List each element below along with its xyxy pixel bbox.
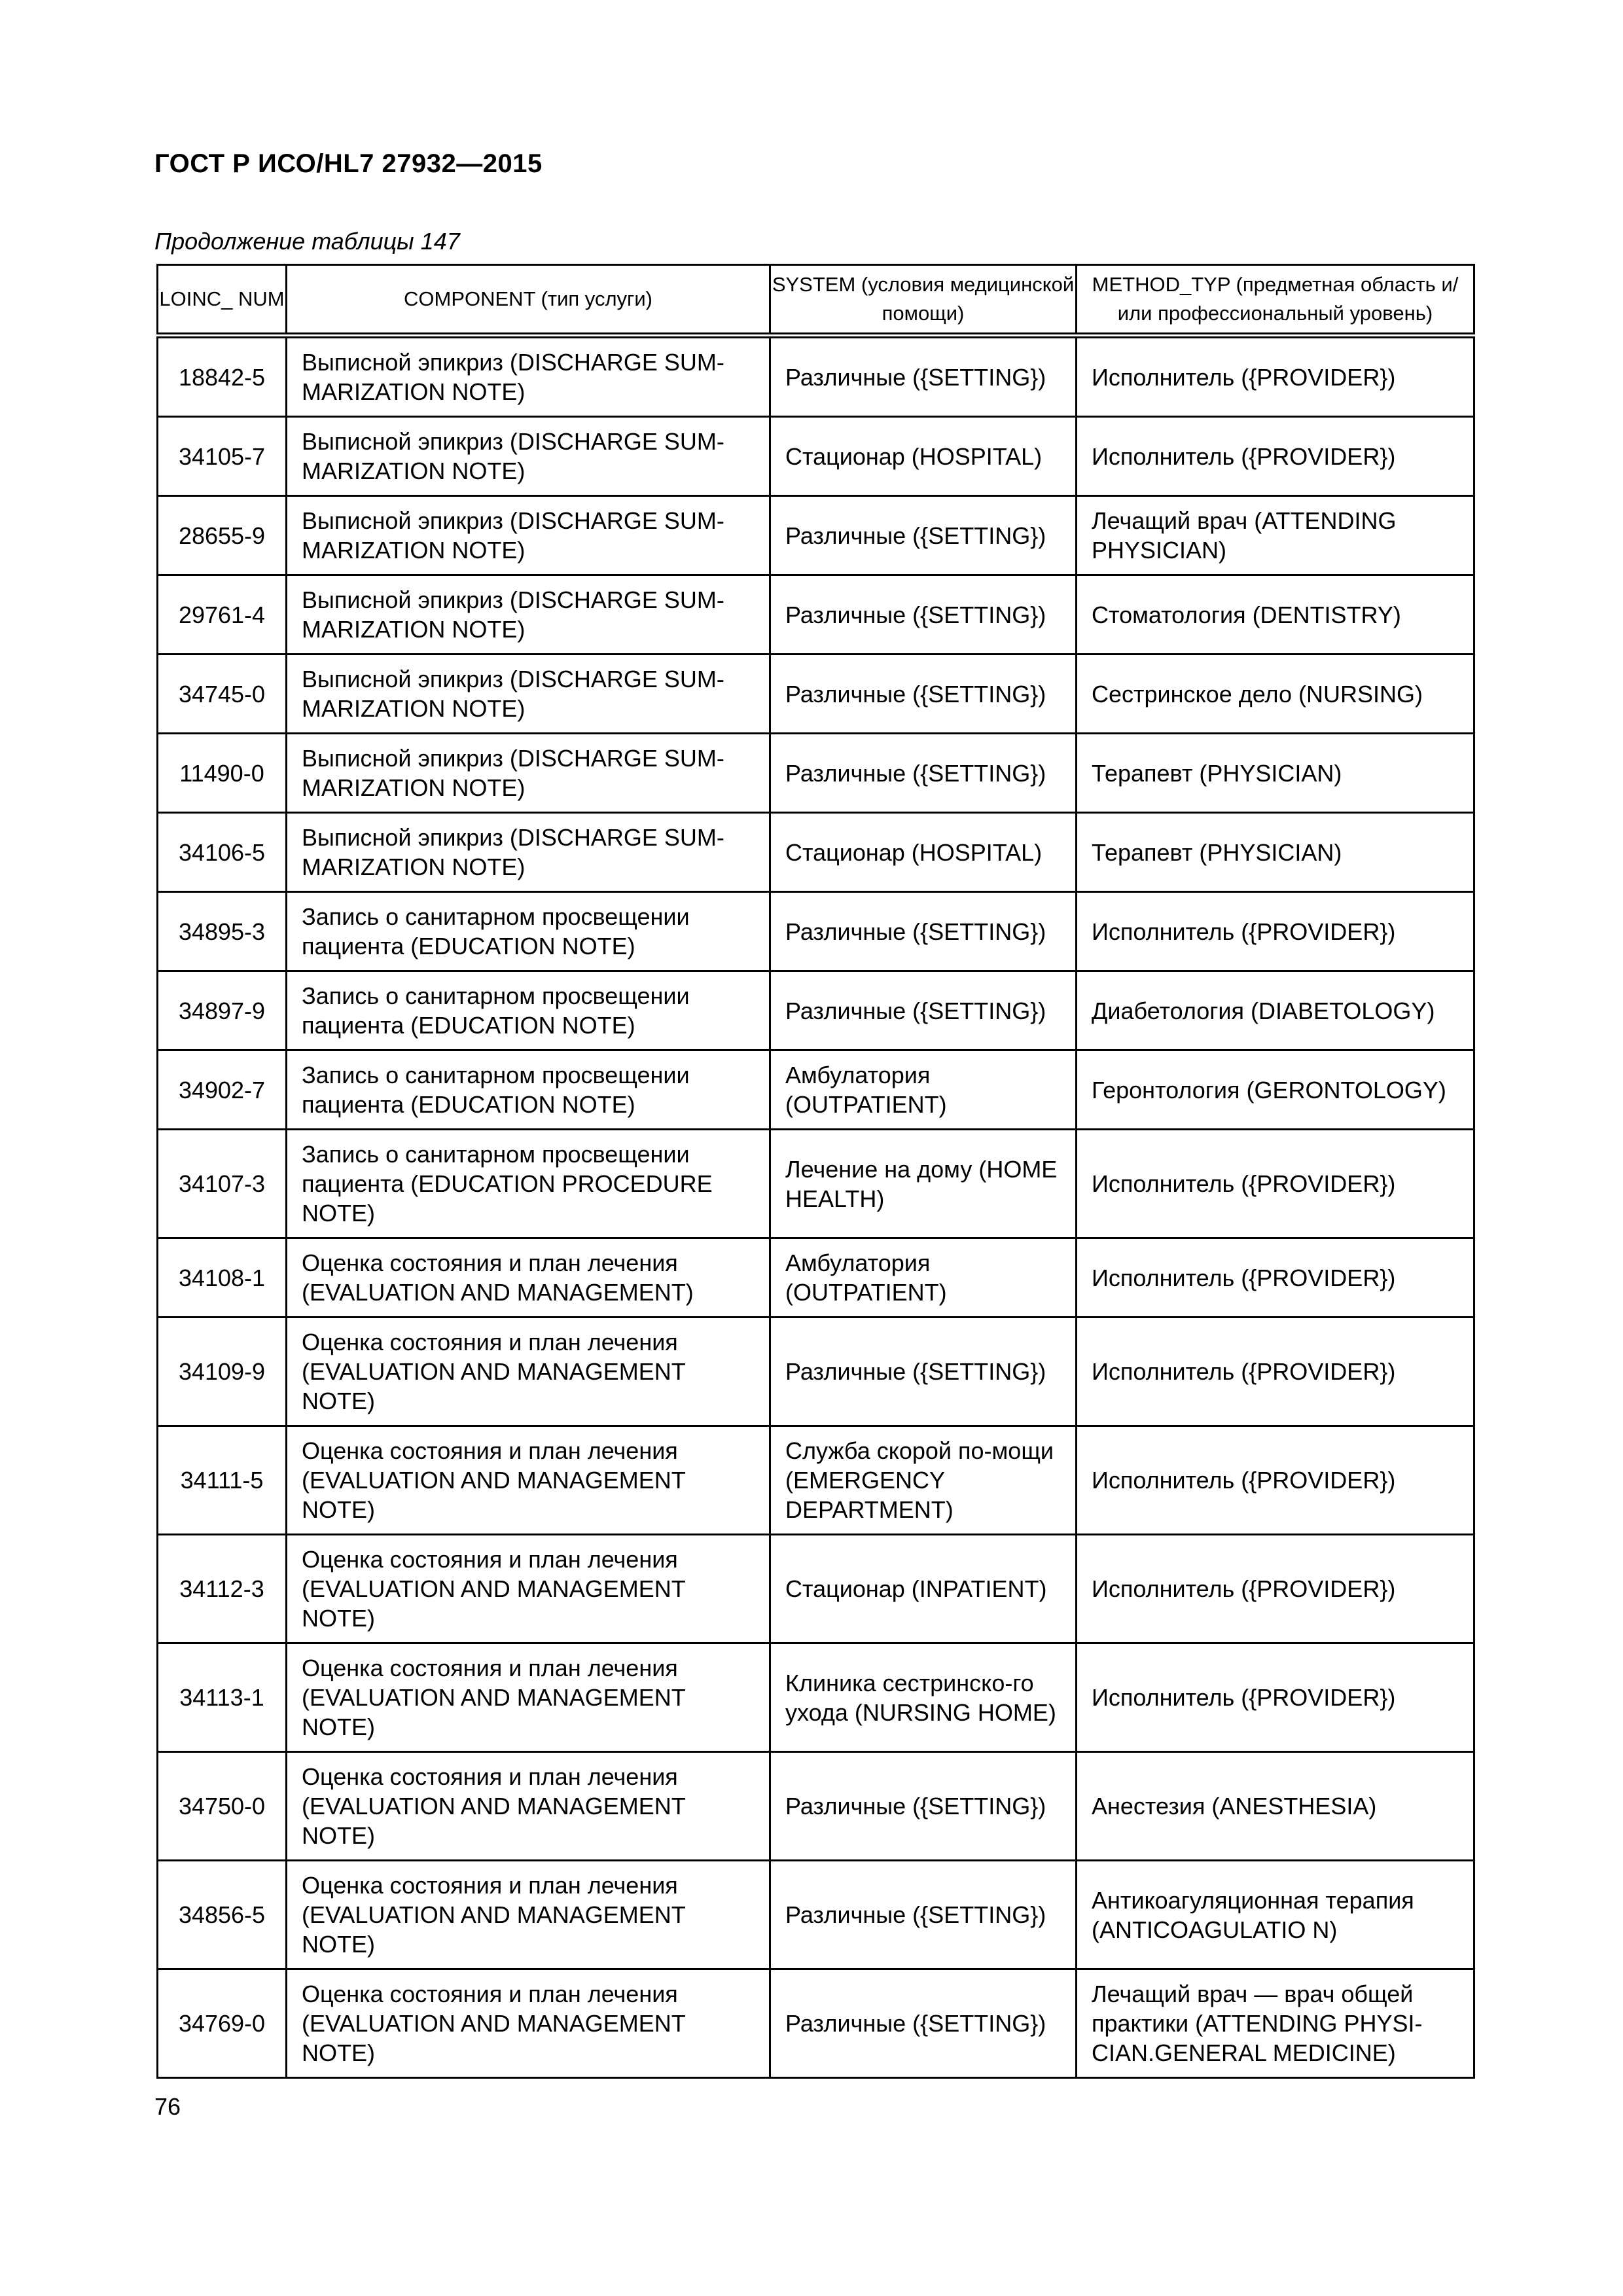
system-cell: Различные ({SETTING}): [770, 1969, 1077, 2078]
system-cell: Различные ({SETTING}): [770, 336, 1077, 417]
table-row: [158, 496, 1474, 575]
loinc-code-cell: 34108-1: [158, 1238, 287, 1318]
system-cell: Различные ({SETTING}): [770, 734, 1077, 813]
component-cell: Запись о санитарном просвещении пациента (EDUCATION NOTE): [287, 971, 770, 1050]
component-cell: Оценка состояния и план лечения (EVALUATION AND MANAGEMENT NOTE): [287, 1861, 770, 1969]
table-row: [158, 1130, 1474, 1238]
component-cell: Выписной эпикриз (DISCHARGE SUM-MARIZATION NOTE): [287, 655, 770, 734]
component-cell: Выписной эпикриз (DISCHARGE SUM-MARIZATION NOTE): [287, 417, 770, 496]
column-header-system: SYSTEM (условия медицинской помощи): [770, 265, 1077, 336]
table-row: [158, 575, 1474, 655]
system-cell: Различные ({SETTING}): [770, 655, 1077, 734]
method-cell: Исполнитель ({PROVIDER}): [1077, 1643, 1474, 1752]
loinc-code-cell: 34113-1: [158, 1643, 287, 1752]
method-cell: Стоматология (DENTISTRY): [1077, 575, 1474, 655]
table-row: [158, 1969, 1474, 2078]
component-cell: Выписной эпикриз (DISCHARGE SUM-MARIZATION NOTE): [287, 336, 770, 417]
method-cell: Исполнитель ({PROVIDER}): [1077, 892, 1474, 971]
component-cell: Оценка состояния и план лечения (EVALUATION AND MANAGEMENT NOTE): [287, 1426, 770, 1535]
table-row: [158, 655, 1474, 734]
table-row: [158, 1238, 1474, 1318]
method-cell: Исполнитель ({PROVIDER}): [1077, 336, 1474, 417]
system-cell: Различные ({SETTING}): [770, 575, 1077, 655]
component-cell: Оценка состояния и план лечения (EVALUATION AND MANAGEMENT NOTE): [287, 1318, 770, 1426]
loinc-code-cell: 11490-0: [158, 734, 287, 813]
loinc-code-cell: 34750-0: [158, 1752, 287, 1861]
system-cell: Амбулатория (OUTPATIENT): [770, 1238, 1077, 1318]
table-row: [158, 336, 1474, 417]
component-cell: Выписной эпикриз (DISCHARGE SUM-MARIZATION NOTE): [287, 734, 770, 813]
system-cell: Различные ({SETTING}): [770, 1752, 1077, 1861]
table-row: [158, 1426, 1474, 1535]
component-cell: Оценка состояния и план лечения (EVALUATION AND MANAGEMENT NOTE): [287, 1643, 770, 1752]
system-cell: Амбулатория (OUTPATIENT): [770, 1050, 1077, 1130]
component-cell: Оценка состояния и план лечения (EVALUATION AND MANAGEMENT NOTE): [287, 1535, 770, 1643]
system-cell: Стационар (HOSPITAL): [770, 417, 1077, 496]
loinc-code-cell: 34856-5: [158, 1861, 287, 1969]
method-cell: Терапевт (PHYSICIAN): [1077, 734, 1474, 813]
loinc-code-cell: 34745-0: [158, 655, 287, 734]
loinc-code-cell: 34895-3: [158, 892, 287, 971]
table-row: [158, 1861, 1474, 1969]
system-cell: Различные ({SETTING}): [770, 971, 1077, 1050]
document-title: ГОСТ Р ИСО/HL7 27932—2015: [154, 149, 543, 178]
system-cell: Стационар (INPATIENT): [770, 1535, 1077, 1643]
method-cell: Терапевт (PHYSICIAN): [1077, 813, 1474, 892]
method-cell: Исполнитель ({PROVIDER}): [1077, 417, 1474, 496]
table-row: [158, 1752, 1474, 1861]
method-cell: Сестринское дело (NURSING): [1077, 655, 1474, 734]
loinc-code-cell: 18842-5: [158, 336, 287, 417]
system-cell: Различные ({SETTING}): [770, 496, 1077, 575]
method-cell: Диабетология (DIABETOLOGY): [1077, 971, 1474, 1050]
column-header-loinc-num: LOINC_ NUM: [158, 265, 287, 336]
table-row: [158, 417, 1474, 496]
component-cell: Запись о санитарном просвещении пациента (EDUCATION NOTE): [287, 1050, 770, 1130]
method-cell: Исполнитель ({PROVIDER}): [1077, 1130, 1474, 1238]
method-cell: Исполнитель ({PROVIDER}): [1077, 1318, 1474, 1426]
table-row: [158, 1318, 1474, 1426]
component-cell: Выписной эпикриз (DISCHARGE SUM-MARIZATION NOTE): [287, 575, 770, 655]
loinc-code-cell: 34769-0: [158, 1969, 287, 2078]
table-row: [158, 1050, 1474, 1130]
loinc-code-cell: 28655-9: [158, 496, 287, 575]
loinc-code-cell: 34109-9: [158, 1318, 287, 1426]
loinc-code-cell: 29761-4: [158, 575, 287, 655]
system-cell: Различные ({SETTING}): [770, 1861, 1077, 1969]
table-row: [158, 971, 1474, 1050]
system-cell: Различные ({SETTING}): [770, 1318, 1077, 1426]
table-row: [158, 734, 1474, 813]
table-row: [158, 892, 1474, 971]
method-cell: Исполнитель ({PROVIDER}): [1077, 1238, 1474, 1318]
component-cell: Оценка состояния и план лечения (EVALUATION AND MANAGEMENT NOTE): [287, 1752, 770, 1861]
method-cell: Лечащий врач — врач общей практики (ATTENDING PHYSI-CIAN.GENERAL MEDICINE): [1077, 1969, 1474, 2078]
table-row: [158, 813, 1474, 892]
column-header-component: COMPONENT (тип услуги): [287, 265, 770, 336]
component-cell: Запись о санитарном просвещении пациента (EDUCATION PROCEDURE NOTE): [287, 1130, 770, 1238]
method-cell: Исполнитель ({PROVIDER}): [1077, 1426, 1474, 1535]
table-header-row: [158, 265, 1474, 336]
table-row: [158, 1535, 1474, 1643]
loinc-code-cell: 34105-7: [158, 417, 287, 496]
method-cell: Лечащий врач (ATTENDING PHYSICIAN): [1077, 496, 1474, 575]
loinc-code-cell: 34897-9: [158, 971, 287, 1050]
system-cell: Лечение на дому (HOME HEALTH): [770, 1130, 1077, 1238]
table-row: [158, 1643, 1474, 1752]
component-cell: Оценка состояния и план лечения (EVALUATION AND MANAGEMENT NOTE): [287, 1969, 770, 2078]
component-cell: Оценка состояния и план лечения (EVALUATION AND MANAGEMENT): [287, 1238, 770, 1318]
method-cell: Антикоагуляционная терапия (ANTICOAGULATIO N): [1077, 1861, 1474, 1969]
system-cell: Клиника сестринско-го ухода (NURSING HOME): [770, 1643, 1077, 1752]
loinc-code-cell: 34902-7: [158, 1050, 287, 1130]
loinc-code-cell: 34111-5: [158, 1426, 287, 1535]
column-header-method-typ: METHOD_TYP (предметная область и/или профессиональный уровень): [1077, 265, 1474, 336]
table-caption: Продолжение таблицы 147: [154, 228, 460, 255]
method-cell: Исполнитель ({PROVIDER}): [1077, 1535, 1474, 1643]
loinc-code-cell: 34106-5: [158, 813, 287, 892]
system-cell: Служба скорой по-мощи (EMERGENCY DEPARTMENT): [770, 1426, 1077, 1535]
component-cell: Запись о санитарном просвещении пациента (EDUCATION NOTE): [287, 892, 770, 971]
system-cell: Стационар (HOSPITAL): [770, 813, 1077, 892]
component-cell: Выписной эпикриз (DISCHARGE SUM-MARIZATION NOTE): [287, 813, 770, 892]
loinc-code-cell: 34112-3: [158, 1535, 287, 1643]
loinc-table: [156, 264, 1475, 2079]
loinc-code-cell: 34107-3: [158, 1130, 287, 1238]
system-cell: Различные ({SETTING}): [770, 892, 1077, 971]
method-cell: Анестезия (ANESTHESIA): [1077, 1752, 1474, 1861]
component-cell: Выписной эпикриз (DISCHARGE SUM-MARIZATION NOTE): [287, 496, 770, 575]
page-number: 76: [154, 2093, 181, 2120]
method-cell: Геронтология (GERONTOLOGY): [1077, 1050, 1474, 1130]
